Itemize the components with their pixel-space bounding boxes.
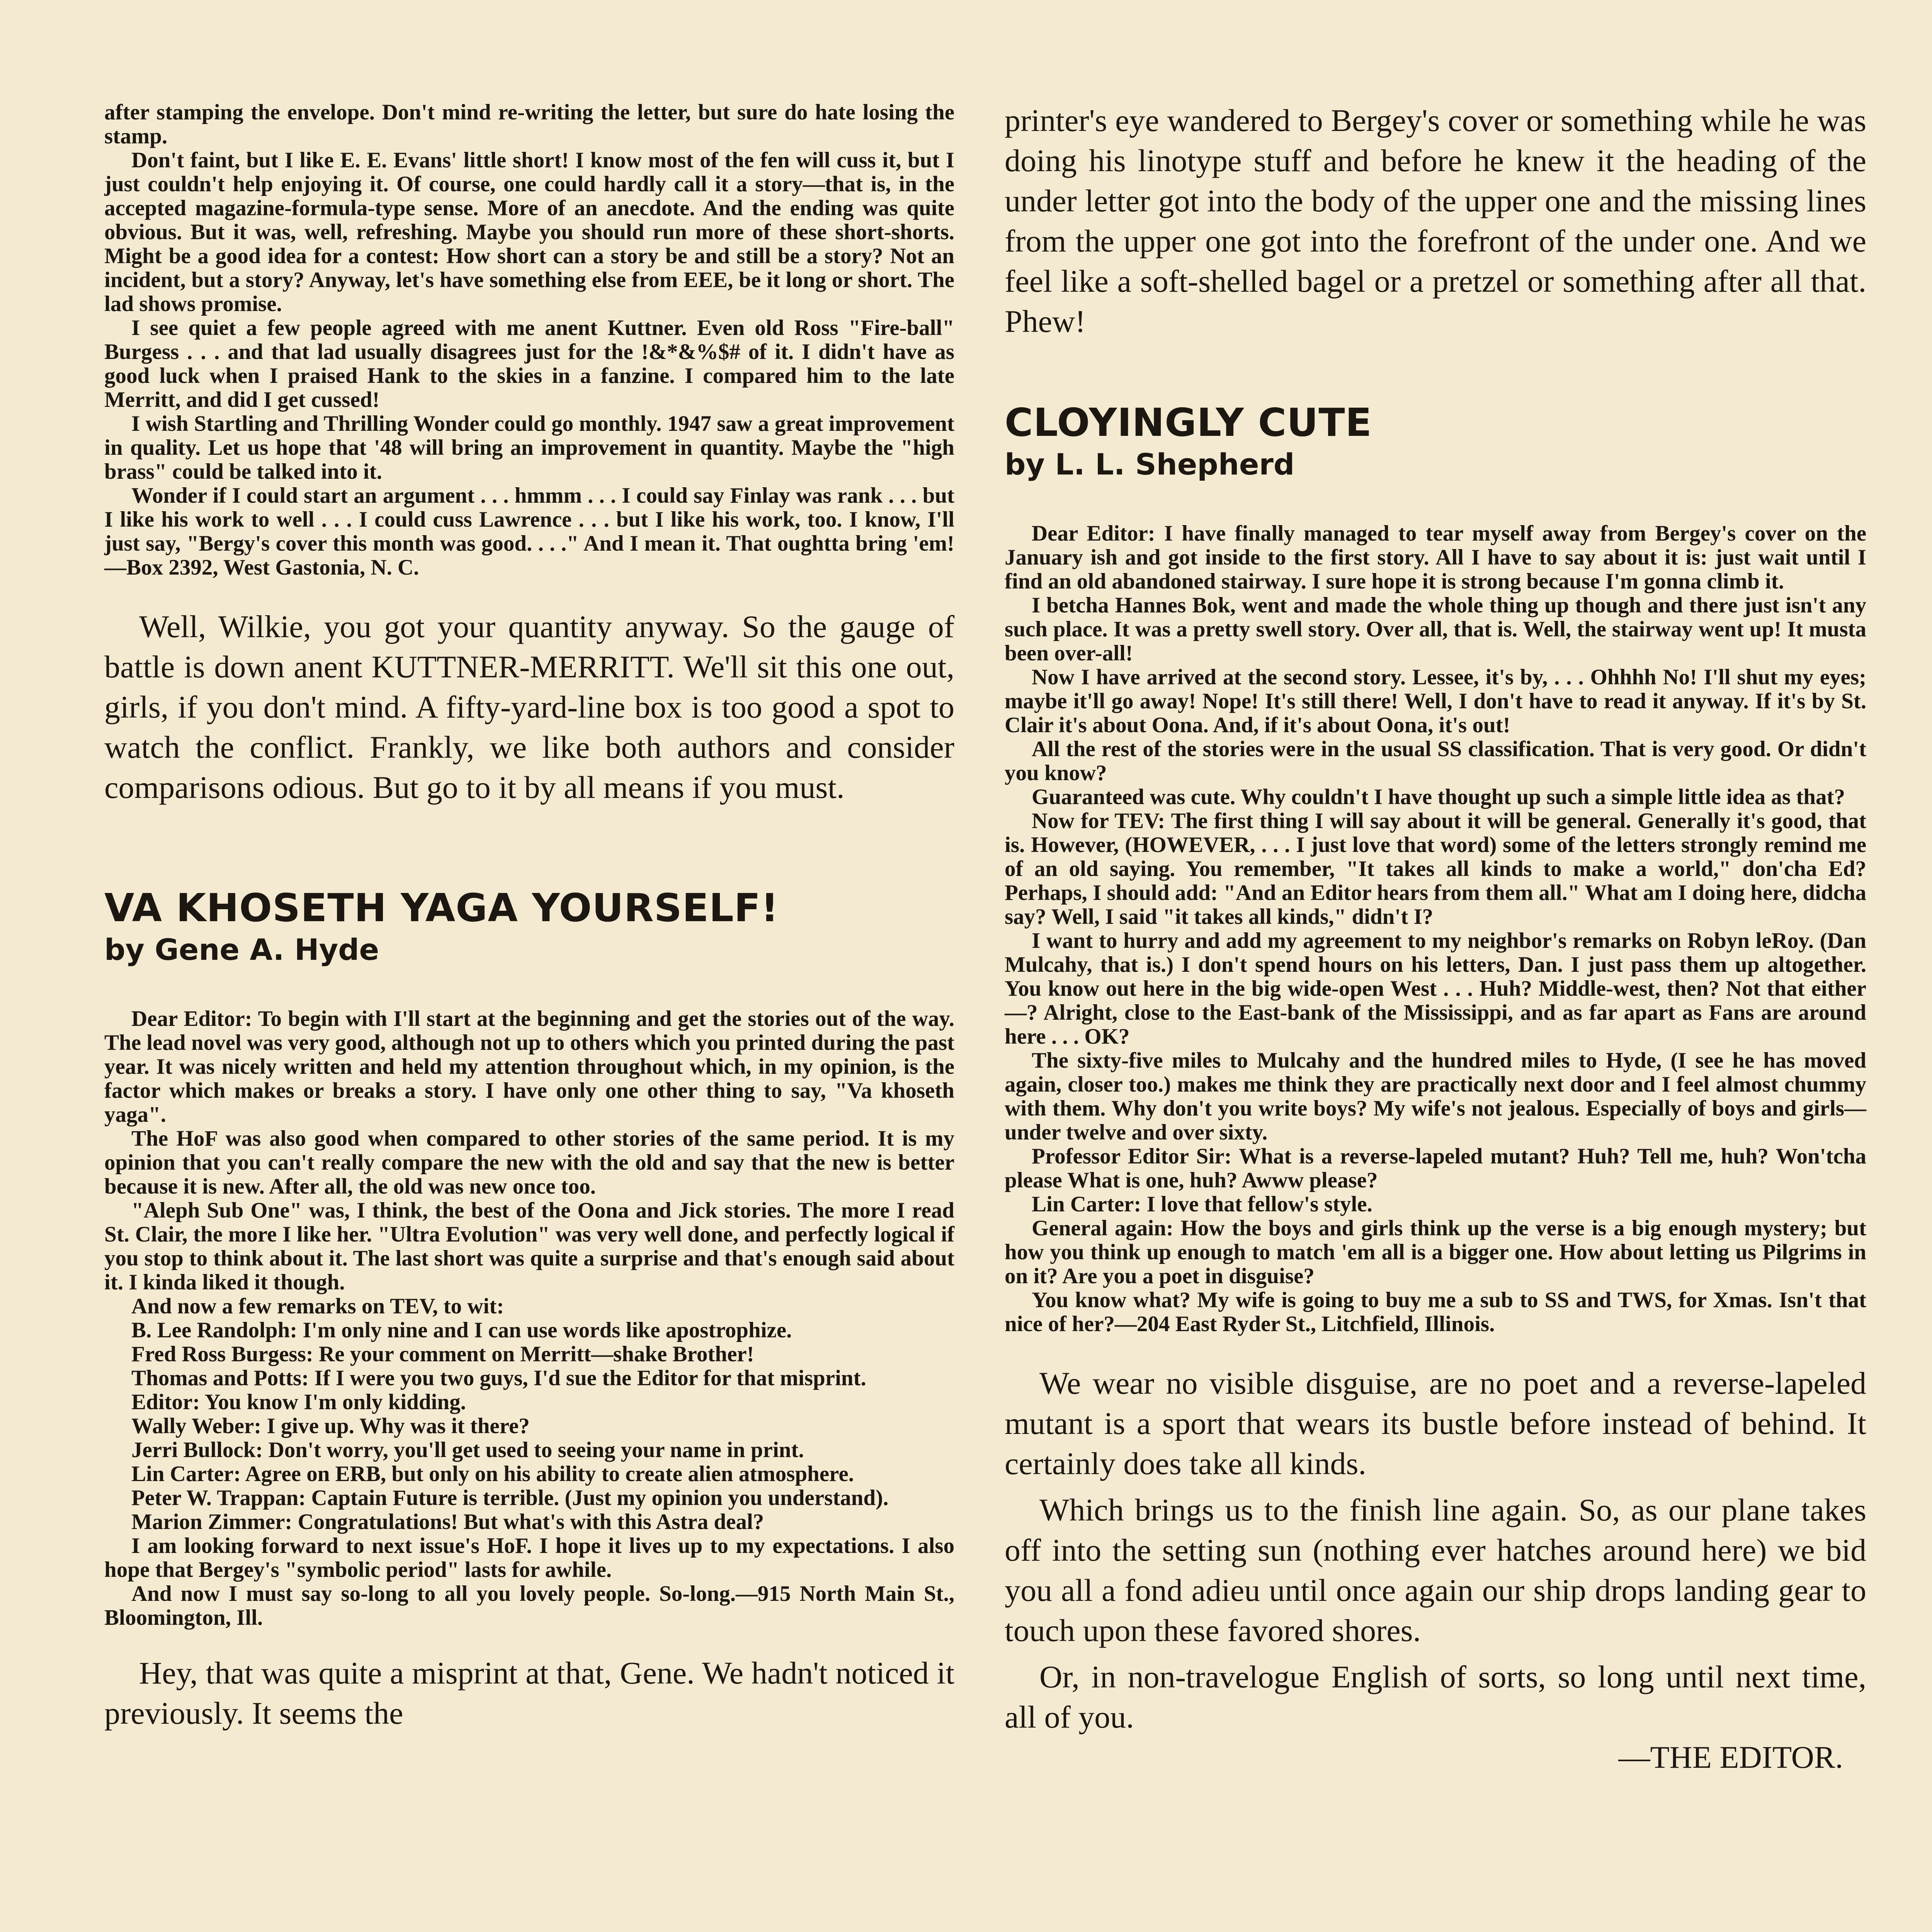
letter-paragraph: Thomas and Potts: If I were you two guys, I'd sue the Editor for that misprint. [131, 1366, 866, 1390]
letter-paragraph: Lin Carter: Agree on ERB, but only on his ability to create alien atmosphere. [131, 1462, 854, 1486]
letter-paragraph: All the rest of the stories were in the usual SS classification. That is very good. Or didn't you know? [1005, 737, 1866, 785]
editor-reply-continued [1005, 100, 1866, 342]
letter-paragraph: Wally Weber: I give up. Why was it there? [131, 1414, 530, 1438]
editor-closing-paragraph: Which brings us to the finish line again. So, as our plane takes off into the setting sun (nothing ever hatches around here) we bid you all a fond adieu until once again our ship drops landing gear to touch upon these favored shores. [1005, 1492, 1866, 1648]
letter-paragraph: Peter W. Trappan: Captain Future is terrible. (Just my opinion you understand). [131, 1486, 889, 1510]
letter-paragraph: You know what? My wife is going to buy me a sub to SS and TWS, for Xmas. Isn't that nice of her?—204 East Ryder St., Litchfield, Illinois. [1005, 1288, 1866, 1336]
letter-byline: by L. L. Shepherd [1005, 447, 1295, 481]
letter-paragraph: Editor: You know I'm only kidding. [131, 1390, 466, 1414]
letter-paragraph: "Aleph Sub One" was, I think, the best of the Oona and Jick stories. The more I read St. Clair, the more I like her. "Ultra Evolution" was very well done, and perfectly logical if you stop to think about it. The last short was quite a surprise and that's enough said about it. I kinda liked it though. [104, 1198, 954, 1294]
letter-paragraph: I see quiet a few people agreed with me anent Kuttner. Even old Ross "Fire-ball" Burgess . . . and that lad usually disagrees just for the !&*&%$# of it. I didn't have as good luck when I praised Hank to the skies in a fanzine. I compared him to the late Merritt, and did I get cussed! [104, 316, 954, 412]
editor-closing-paragraph: We wear no visible disguise, are no poet and a reverse-lapeled mutant is a sport that wears its bustle before instead of behind. It certainly does take all kinds. [1005, 1366, 1866, 1481]
letter-paragraph: Now for TEV: The first thing I will say about it will be general. Generally it's good, that is. However, (HOWEVER, . . . I just love that word) some of the letters strongly remind me of an old saying. You remember, "It takes all kinds to make a world," don'cha Ed? Perhaps, I should add: "And an Editor hears from them all." What am I doing here, didcha say? Well, I said "it takes all kinds," didn't I? [1005, 809, 1866, 929]
letter-paragraph: I wish Startling and Thrilling Wonder could go monthly. 1947 saw a great improvement in quality. Let us hope that '48 will bring an improvement in quantity. Maybe the "high brass" could be talked into it. [104, 412, 954, 484]
editor-reply-paragraph: Well, Wilkie, you got your quantity anyway. So the gauge of battle is down anent KUTTNER-MERRITT. We'll sit this one out, girls, if you don't mind. A fifty-yard-line box is too good a spot to watch the conflict. Frankly, we like both authors and consider comparisons odious. But go to it by all means if you must. [104, 609, 954, 805]
letter-paragraph: Fred Ross Burgess: Re your comment on Merritt—shake Brother! [131, 1342, 754, 1366]
letter-paragraph: Dear Editor: I have finally managed to tear myself away from Bergey's cover on the January ish and got inside to the first story. All I have to say about it is: just wait until I find an old abandoned stairway. I sure hope it is strong because I'm gonna climb it. [1005, 521, 1866, 594]
letter-paragraph: And now I must say so-long to all you lovely people. So-long.—915 North Main St., Bloomington, Ill. [104, 1582, 954, 1630]
letter-paragraph: Guaranteed was cute. Why couldn't I have thought up such a simple little idea as that? [1032, 785, 1845, 809]
letter-paragraph: The HoF was also good when compared to other stories of the same period. It is my opinion that you can't really compare the new with the old and say that the new is better because it is new. After all, the old was new once too. [104, 1126, 954, 1199]
letter-paragraph: And now a few remarks on TEV, to wit: [131, 1294, 504, 1318]
letter-heading: VA KHOSETH YAGA YOURSELF! [104, 885, 779, 930]
right-column [1005, 100, 1866, 1777]
letter-paragraph: I want to hurry and add my agreement to my neighbor's remarks on Robyn leRoy. (Dan Mulcahy, that is.) I don't spend hours on his letters, Dan. I just pass them up altogether. You know out here in the big wide-open West . . . Huh? Middle-west, then? Not that either—? Alright, close to the East-bank of the Mississippi, and as far apart as Fans are around here . . . OK? [1005, 929, 1866, 1049]
letter-paragraph: Dear Editor: To begin with I'll start at the beginning and get the stories out of the way. The lead novel was very good, although not up to others which you printed during the past year. It was nicely written and held my attention throughout which, in my opinion, is the factor which makes or breaks a story. I have only one other thing to say, "Va khoseth yaga". [104, 1007, 954, 1127]
letter-paragraph: Professor Editor Sir: What is a reverse-lapeled mutant? Huh? Tell me, huh? Won'tcha please What is one, huh? Awww please? [1005, 1144, 1866, 1192]
letter-paragraph: Don't faint, but I like E. E. Evans' little short! I know most of the fen will cuss it, but I just couldn't help enjoying it. Of course, one could hardly call it a story—that is, in the accepted magazine-formula-type sense. More of an anecdote. And the ending was quite obvious. But it was, well, refreshing. Maybe you should run more of these short-shorts. Might be a good idea for a contest: How short can a story be and still be a story? Not an incident, but a story? Anyway, let's have something else from EEE, be it long or short. The lad shows promise. [104, 148, 954, 316]
wilkie-letter-end [104, 100, 954, 580]
letter-paragraph: I betcha Hannes Bok, went and made the whole thing up though and there just isn't any such place. It was a pretty swell story. Over all, that is. Well, the stairway went up! It musta been over-all! [1005, 593, 1866, 665]
letter-paragraph: Jerri Bullock: Don't worry, you'll get used to seeing your name in print. [131, 1438, 804, 1462]
editor-reply-paragraph: printer's eye wandered to Bergey's cover or something while he was doing his linotype stuff and before he knew it the heading of the under letter got into the body of the upper one and the missing lines from the upper one got into the forefront of the under one. And we feel like a soft-shelled bagel or a pretzel or something after all that. Phew! [1005, 103, 1866, 339]
hyde-letter [104, 1007, 954, 1630]
letter-paragraph: Wonder if I could start an argument . . . hmmm . . . I could say Finlay was rank . . . but I like his work to well . . . I could cuss Lawrence . . . but I like his work, too. I know, I'll just say, "Bergy's cover this month was good. . . ." And I mean it. That oughtta bring 'em!—Box 2392, West Gastonia, N. C. [104, 483, 954, 580]
letter-heading: CLOYINGLY CUTE [1005, 400, 1372, 445]
editor-reply [104, 607, 954, 808]
left-column [104, 100, 954, 1733]
editor-closing-paragraph: Or, in non-travelogue English of sorts, so long until next time, all of you. [1005, 1659, 1866, 1735]
letter-paragraph: after stamping the envelope. Don't mind re-writing the letter, but sure do hate losing the stamp. [104, 100, 954, 148]
letter-paragraph: B. Lee Randolph: I'm only nine and I can use words like apostrophize. [131, 1318, 792, 1342]
shepherd-letter [1005, 522, 1866, 1336]
letter-paragraph: The sixty-five miles to Mulcahy and the hundred miles to Hyde, (I see he has moved again, closer too.) makes me think they are practically next door and I feel almost chummy with them. Why don't you write boys? My wife's not jealous. Especially of boys and girls—under twelve and over sixty. [1005, 1048, 1866, 1145]
letter-paragraph: Now I have arrived at the second story. Lessee, it's by, . . . Ohhhh No! I'll shut my eyes; maybe it'll go away! Nope! It's still there! Well, I don't have to read it anyway. If it's by St. Clair it's about Oona. And, if it's about Oona, it's out! [1005, 665, 1866, 737]
editor-closing [1005, 1363, 1866, 1737]
letter-paragraph: Lin Carter: I love that fellow's style. [1032, 1192, 1372, 1216]
editor-signature: —THE EDITOR. [1618, 1740, 1843, 1775]
letter-paragraph: Marion Zimmer: Congratulations! But what's with this Astra deal? [131, 1510, 764, 1534]
letter-paragraph: I am looking forward to next issue's HoF. I hope it lives up to my expectations. I also hope that Bergey's "symbolic period" lasts for awhile. [104, 1534, 954, 1582]
letter-byline: by Gene A. Hyde [104, 932, 379, 967]
editor-reply [104, 1653, 954, 1733]
letter-paragraph: General again: How the boys and girls think up the verse is a big enough mystery; but how you think up enough to match 'em all is a bigger one. How about letting us Pilgrims in on it? Are you a poet in disguise? [1005, 1216, 1866, 1288]
editor-reply-paragraph: Hey, that was quite a misprint at that, Gene. We hadn't noticed it previously. It seems the [104, 1655, 954, 1731]
